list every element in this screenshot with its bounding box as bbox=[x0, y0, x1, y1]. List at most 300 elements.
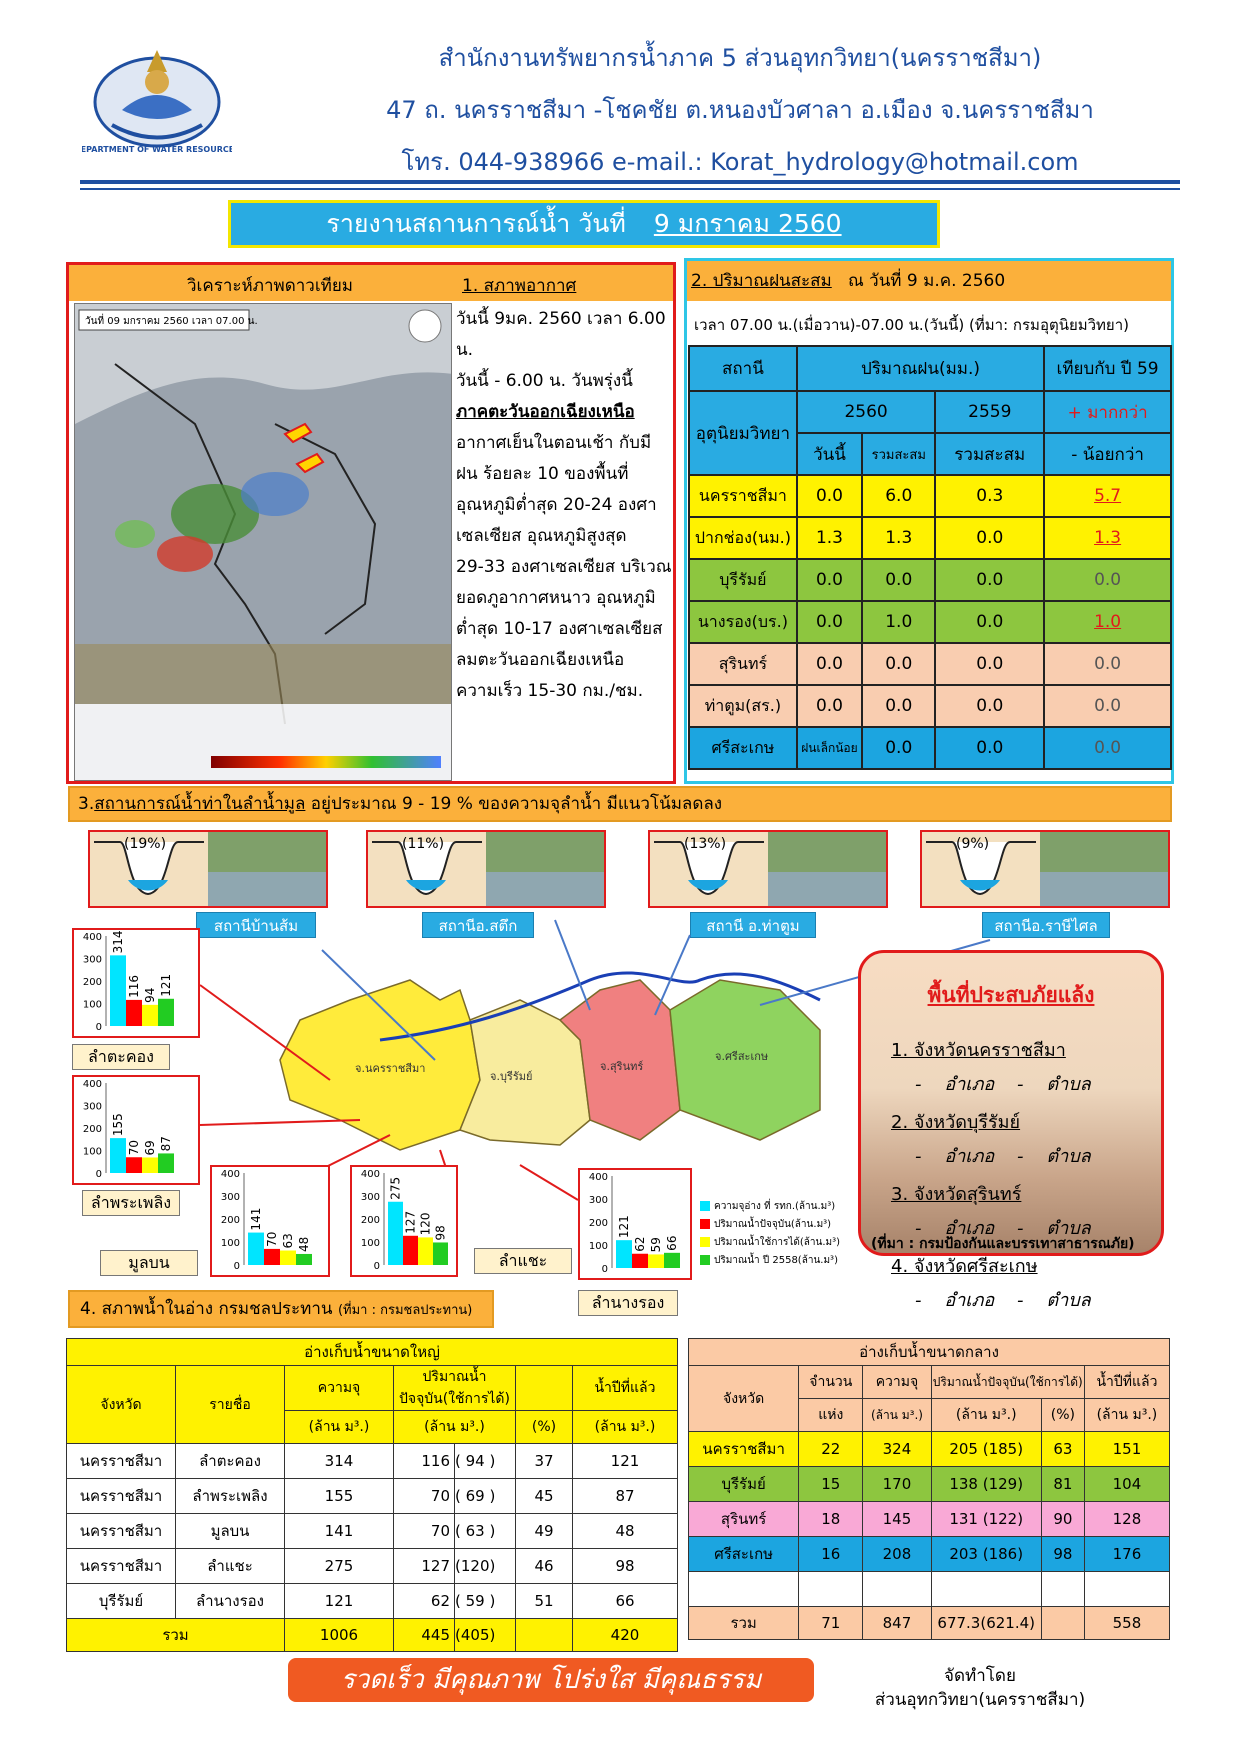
reservoir-row bbox=[689, 1537, 1170, 1572]
capacity: 324 bbox=[863, 1432, 931, 1467]
axis-tick: 300 bbox=[82, 954, 102, 966]
rainfall-subheading: เวลา 07.00 น.(เมื่อวาน)-07.00 น.(วันนี้) (ที่มา: กรมอุตุนิยมวิทยา) bbox=[694, 316, 1129, 334]
drought-subdistrict: - อำเภอ - ตำบล bbox=[915, 1290, 1091, 1311]
dam-name-tag: ลำตะคอง bbox=[72, 1044, 170, 1070]
dam-name: มูลบน bbox=[176, 1514, 285, 1549]
report-date: 9 มกราคม 2560 bbox=[653, 209, 842, 238]
rain-diff-value: 0.0 bbox=[1094, 570, 1122, 590]
col-capacity: ความจุ bbox=[285, 1366, 394, 1411]
capacity: 155 bbox=[285, 1479, 394, 1514]
map-label-korat: จ.นครราชสีมา bbox=[355, 1062, 426, 1075]
total-count: 71 bbox=[799, 1607, 863, 1640]
header-line-2: 47 ถ. นครราชสีมา -โชคชัย ต.หนองบัวศาลา อ.เมือง จ.นครราชสีมา bbox=[386, 96, 1094, 124]
current-volume: 131 (122) bbox=[931, 1502, 1041, 1537]
station-name: สุรินทร์ bbox=[689, 643, 797, 685]
total-usable: (405) bbox=[455, 1619, 516, 1652]
station-name: ท่าตูม(สร.) bbox=[689, 685, 797, 727]
last-year: 151 bbox=[1084, 1432, 1169, 1467]
rain-acc: 0.0 bbox=[862, 559, 935, 601]
svg-text:วันที่ 09 มกราคม 2560 เวลา 07.: วันที่ 09 มกราคม 2560 เวลา 07.00 น. bbox=[85, 316, 258, 327]
col-pct: (%) bbox=[516, 1411, 573, 1444]
total-percent bbox=[1041, 1607, 1084, 1640]
river-heading-prefix: 3. bbox=[78, 794, 95, 814]
axis-tick: 200 bbox=[82, 1124, 102, 1135]
drought-subdistrict: - อำเภอ - ตำบล bbox=[915, 1146, 1091, 1167]
current-volume: 138 (129) bbox=[931, 1467, 1041, 1502]
total-capacity: 1006 bbox=[285, 1619, 394, 1652]
dam-bar-label: 59 bbox=[649, 1237, 663, 1253]
current-volume: 116 bbox=[394, 1444, 455, 1479]
capacity: 145 bbox=[863, 1502, 931, 1537]
rain-acc: 0.0 bbox=[862, 727, 935, 769]
report-title: รายงานสถานการณ์น้ำ วันที่ bbox=[326, 209, 626, 238]
weather-line: 29-33 องศาเซลเซียส บริเวณ bbox=[456, 557, 672, 577]
col-current: ปริมาณน้ำปัจจุบัน(ใช้การได้) bbox=[394, 1366, 516, 1411]
percent: 49 bbox=[516, 1514, 573, 1549]
axis-tick: 300 bbox=[82, 1101, 102, 1113]
province: นครราชสีมา bbox=[689, 1432, 799, 1467]
unit: (ล้าน ม³.) bbox=[394, 1411, 516, 1444]
legend-item bbox=[700, 1234, 860, 1252]
reservoir-row bbox=[67, 1479, 678, 1514]
empty-cell bbox=[863, 1572, 931, 1607]
dam-bar-label: 94 bbox=[143, 987, 157, 1003]
axis-tick: 0 bbox=[95, 1169, 102, 1180]
reservoir-row bbox=[67, 1549, 678, 1584]
reservoir-total-row bbox=[67, 1619, 678, 1652]
made-by-label: จัดทำโดย bbox=[944, 1666, 1016, 1686]
legend-label: ปริมาณน้ำใช้การได้(ล้าน.ม³) bbox=[714, 1237, 841, 1248]
axis-tick: 200 bbox=[220, 1215, 240, 1226]
dam-chart bbox=[350, 1165, 458, 1277]
station-name: ศรีสะเกษ bbox=[689, 727, 797, 769]
axis-tick: 100 bbox=[220, 1238, 240, 1249]
weather-line: ความเร็ว 15-30 กม./ชม. bbox=[456, 681, 644, 701]
axis-tick: 200 bbox=[360, 1215, 380, 1226]
drought-title: พื้นที่ประสบภัยแล้ง bbox=[927, 983, 1095, 1007]
percent: 45 bbox=[516, 1479, 573, 1514]
rain-acc-prev: 0.0 bbox=[935, 559, 1044, 601]
dam-bar bbox=[158, 999, 174, 1026]
axis-tick: 100 bbox=[82, 999, 102, 1011]
axis-tick: 0 bbox=[601, 1264, 608, 1275]
dam-bar bbox=[264, 1249, 280, 1265]
dam-bar-label: 98 bbox=[433, 1225, 448, 1241]
rain-diff-value: 1.3 bbox=[1094, 528, 1122, 548]
map-label-buriram: จ.บุรีรัมย์ bbox=[490, 1070, 533, 1083]
weather-line: ยอดภูอากาศหนาว อุณหภูมิ bbox=[456, 588, 656, 608]
legend-item bbox=[700, 1252, 860, 1270]
axis-tick: 400 bbox=[220, 1169, 240, 1180]
drought-panel bbox=[858, 950, 1164, 1311]
col-station-2: อุตุนิยมวิทยา bbox=[689, 391, 797, 475]
usable-volume: ( 69 ) bbox=[455, 1479, 516, 1514]
province: บุรีรัมย์ bbox=[689, 1467, 799, 1502]
dam-bar-label: 116 bbox=[127, 974, 141, 998]
reservoir-row bbox=[689, 1467, 1170, 1502]
dam-bar-label: 62 bbox=[633, 1236, 647, 1252]
reservoir-heading-source: (ที่มา : กรมชลประทาน) bbox=[337, 1303, 473, 1318]
empty-cell bbox=[799, 1572, 863, 1607]
dam-name: ลำตะคอง bbox=[176, 1444, 285, 1479]
weather-line: วันนี้ 9มค. 2560 เวลา 6.00 น. bbox=[456, 309, 666, 360]
dam-bar bbox=[110, 955, 126, 1026]
province: นครราชสีมา bbox=[67, 1479, 176, 1514]
rain-acc: 1.3 bbox=[862, 517, 935, 559]
dam-bar bbox=[126, 1000, 142, 1026]
rain-today: 0.0 bbox=[797, 685, 862, 727]
total-capacity: 847 bbox=[863, 1607, 931, 1640]
total-current: 445 bbox=[394, 1619, 455, 1652]
reservoir-heading: 4. สภาพน้ำในอ่าง กรมชลประทาน bbox=[80, 1299, 333, 1319]
rain-today: 0.0 bbox=[797, 475, 862, 517]
header-line-1: สำนักงานทรัพยากรน้ำภาค 5 ส่วนอุทกวิทยา(นครราชสีมา) bbox=[438, 44, 1042, 72]
capacity: 121 bbox=[285, 1584, 394, 1619]
dam-bar bbox=[248, 1233, 264, 1265]
axis-tick: 0 bbox=[95, 1022, 102, 1033]
rain-today: 0.0 bbox=[797, 601, 862, 643]
percent: 37 bbox=[516, 1444, 573, 1479]
dam-bar bbox=[142, 1157, 158, 1173]
dam-bar-label: 69 bbox=[143, 1140, 157, 1156]
legend-swatch bbox=[700, 1219, 710, 1229]
dam-bar-label: 275 bbox=[388, 1176, 403, 1200]
weather-line: อุณหภูมิต่ำสุด 20-24 องศา bbox=[456, 495, 657, 515]
empty-cell bbox=[1084, 1572, 1169, 1607]
legend-label: ความจุอ่าง ที่ รทก.(ล้าน.ม³) bbox=[714, 1201, 836, 1212]
legend-more: + มากกว่า bbox=[1044, 391, 1171, 433]
dam-bar bbox=[142, 1005, 158, 1026]
axis-tick: 400 bbox=[82, 1079, 102, 1090]
count: 16 bbox=[799, 1537, 863, 1572]
dam-name-tag: ลำพระเพลิง bbox=[82, 1190, 180, 1216]
medium-title: อ่างเก็บน้ำขนาดกลาง bbox=[689, 1339, 1170, 1366]
unit: (ล้าน ม³.) bbox=[1084, 1399, 1169, 1432]
capacity: 314 bbox=[285, 1444, 394, 1479]
last-year: 98 bbox=[573, 1549, 678, 1584]
station-caption: สถานี อ.ท่าตูม bbox=[690, 912, 816, 938]
rainfall-date: ณ วันที่ 9 ม.ค. 2560 bbox=[847, 271, 1006, 291]
weather-line: ฝน ร้อยละ 10 ของพื้นที่ bbox=[456, 464, 629, 484]
dam-name: ลำพระเพลิง bbox=[176, 1479, 285, 1514]
drought-province: 3. จังหวัดสุรินทร์ bbox=[891, 1184, 1022, 1205]
station-name: นครราชสีมา bbox=[689, 475, 797, 517]
dam-bar-label: 155 bbox=[111, 1113, 125, 1137]
reservoir-row bbox=[67, 1444, 678, 1479]
total-last-year: 420 bbox=[573, 1619, 678, 1652]
usable-volume: ( 63 ) bbox=[455, 1514, 516, 1549]
rain-acc-prev: 0.0 bbox=[935, 643, 1044, 685]
station-percent: (19%) bbox=[124, 836, 167, 852]
drought-province: 4. จังหวัดศรีสะเกษ bbox=[891, 1256, 1038, 1277]
rain-acc-prev: 0.3 bbox=[935, 475, 1044, 517]
dam-bar bbox=[158, 1153, 174, 1173]
rain-acc: 0.0 bbox=[862, 643, 935, 685]
dam-bar-label: 63 bbox=[281, 1233, 295, 1249]
weather-line: อากาศเย็นในตอนเช้า กับมี bbox=[456, 433, 652, 453]
station-percent: (13%) bbox=[684, 836, 727, 852]
rain-acc: 6.0 bbox=[862, 475, 935, 517]
reservoir-row bbox=[67, 1514, 678, 1549]
col-acc: รวมสะสม bbox=[862, 433, 935, 475]
medium-reservoir-table bbox=[688, 1338, 1170, 1640]
station-name: บุรีรัมย์ bbox=[689, 559, 797, 601]
dam-chart bbox=[578, 1168, 692, 1280]
drought-subdistrict: - อำเภอ - ตำบล bbox=[915, 1074, 1091, 1095]
rain-acc-prev: 0.0 bbox=[935, 727, 1044, 769]
col-last-year: น้ำปีที่แล้ว bbox=[1084, 1366, 1169, 1399]
province: บุรีรัมย์ bbox=[67, 1584, 176, 1619]
header-line-3: โทร. 044-938966 e-mail.: Korat_hydrology@hotmail.com bbox=[401, 148, 1079, 176]
station-name: ปากช่อง(นม.) bbox=[689, 517, 797, 559]
percent: 90 bbox=[1041, 1502, 1084, 1537]
drought-source: (ที่มา : กรมป้องกันและบรรเทาสาธารณภัย) bbox=[871, 1236, 1135, 1252]
col-count-unit: แห่ง bbox=[799, 1399, 863, 1432]
empty-row bbox=[689, 1572, 1170, 1607]
dam-bar bbox=[388, 1202, 403, 1265]
rain-acc: 0.0 bbox=[862, 685, 935, 727]
col-capacity: ความจุ bbox=[863, 1366, 931, 1399]
axis-tick: 400 bbox=[360, 1169, 380, 1180]
rain-acc-prev: 0.0 bbox=[935, 517, 1044, 559]
legend-label: ปริมาณน้ำ ปี 2558(ล้าน.ม³) bbox=[714, 1255, 838, 1266]
station-name: นางรอง(บร.) bbox=[689, 601, 797, 643]
percent: 46 bbox=[516, 1549, 573, 1584]
unit: (ล้าน ม³.) bbox=[573, 1411, 678, 1444]
dam-name-tag: มูลบน bbox=[100, 1250, 198, 1276]
capacity: 170 bbox=[863, 1467, 931, 1502]
dam-bar bbox=[632, 1254, 648, 1268]
axis-tick: 100 bbox=[360, 1238, 380, 1249]
last-year: 176 bbox=[1084, 1537, 1169, 1572]
dam-bar-label: 66 bbox=[665, 1235, 679, 1251]
legend-item bbox=[700, 1198, 860, 1216]
large-title: อ่างเก็บน้ำขนาดใหญ่ bbox=[67, 1339, 678, 1366]
dam-name-tag: ลำแชะ bbox=[474, 1248, 572, 1274]
count: 15 bbox=[799, 1467, 863, 1502]
percent: 63 bbox=[1041, 1432, 1084, 1467]
dam-bar bbox=[648, 1254, 664, 1268]
empty-cell bbox=[931, 1572, 1041, 1607]
dam-chart bbox=[210, 1165, 330, 1277]
rain-today: ฝนเล็กน้อย bbox=[797, 727, 862, 769]
axis-tick: 400 bbox=[82, 932, 102, 943]
current-volume: 70 bbox=[394, 1514, 455, 1549]
rain-acc-prev: 0.0 bbox=[935, 601, 1044, 643]
col-province: จังหวัด bbox=[689, 1366, 799, 1432]
unit: (ล้าน ม³.) bbox=[863, 1399, 931, 1432]
province: นครราชสีมา bbox=[67, 1514, 176, 1549]
reservoir-total-row bbox=[689, 1607, 1170, 1640]
dam-chart bbox=[72, 1075, 200, 1185]
col-province: จังหวัด bbox=[67, 1366, 176, 1444]
usable-volume: (120) bbox=[455, 1549, 516, 1584]
dam-bar-label: 70 bbox=[265, 1231, 279, 1247]
rain-today: 0.0 bbox=[797, 643, 862, 685]
col-amount: ปริมาณฝน(มม.) bbox=[797, 346, 1044, 391]
dam-bar-label: 121 bbox=[617, 1215, 631, 1239]
total-label: รวม bbox=[689, 1607, 799, 1640]
col-current: ปริมาณน้ำปัจจุบัน(ใช้การได้) bbox=[931, 1366, 1084, 1399]
dam-name-tag: ลำนางรอง bbox=[578, 1290, 678, 1316]
map-label-surin: จ.สุรินทร์ bbox=[600, 1060, 644, 1073]
unit: (ล้าน ม³.) bbox=[285, 1411, 394, 1444]
dam-bar bbox=[418, 1237, 433, 1265]
col-pct-blank bbox=[516, 1366, 573, 1411]
percent: 81 bbox=[1041, 1467, 1084, 1502]
total-percent bbox=[516, 1619, 573, 1652]
drought-province: 2. จังหวัดบุรีรัมย์ bbox=[891, 1112, 1021, 1133]
col-count: จำนวน bbox=[799, 1366, 863, 1399]
percent: 51 bbox=[516, 1584, 573, 1619]
col-year-2: 2559 bbox=[935, 391, 1044, 433]
dam-bar-label: 48 bbox=[297, 1236, 311, 1252]
legend-less: - น้อยกว่า bbox=[1044, 433, 1171, 475]
rain-diff-value: 0.0 bbox=[1094, 696, 1122, 716]
dam-bar bbox=[110, 1138, 126, 1173]
rain-today: 1.3 bbox=[797, 517, 862, 559]
col-pct: (%) bbox=[1041, 1399, 1084, 1432]
weather-line: ภาคตะวันออกเฉียงเหนือ bbox=[456, 402, 635, 422]
axis-tick: 400 bbox=[588, 1172, 608, 1183]
weather-heading: 1. สภาพอากาศ bbox=[462, 276, 577, 296]
usable-volume: ( 94 ) bbox=[455, 1444, 516, 1479]
legend-swatch bbox=[700, 1201, 710, 1211]
legend-swatch bbox=[700, 1237, 710, 1247]
credits bbox=[850, 1664, 1110, 1712]
rain-diff-value: 0.0 bbox=[1094, 738, 1122, 758]
station-percent: (9%) bbox=[956, 836, 990, 852]
river-heading-underlined: สถานการณ์น้ำท่าในลำน้ำมูล bbox=[94, 794, 306, 814]
drought-subdistrict: - อำเภอ - ตำบล bbox=[915, 1218, 1091, 1239]
river-heading-rest: อยู่ประมาณ 9 - 19 % ของความจุลำน้ำ มีแนวโน้มลดลง bbox=[305, 794, 723, 814]
dam-bar bbox=[616, 1240, 632, 1268]
reservoir-row bbox=[689, 1502, 1170, 1537]
rain-acc-prev: 0.0 bbox=[935, 685, 1044, 727]
dam-bar-label: 120 bbox=[418, 1212, 433, 1236]
rain-diff-value: 5.7 bbox=[1094, 486, 1122, 506]
last-year: 87 bbox=[573, 1479, 678, 1514]
axis-tick: 200 bbox=[588, 1218, 608, 1229]
weather-line: ต่ำสุด 10-17 องศาเซลเซียส bbox=[456, 619, 663, 639]
col-today: วันนี้ bbox=[797, 433, 862, 475]
station-caption: สถานีบ้านส้ม bbox=[196, 912, 316, 938]
col-acc-prev: รวมสะสม bbox=[935, 433, 1044, 475]
last-year: 128 bbox=[1084, 1502, 1169, 1537]
col-last-year: น้ำปีที่แล้ว bbox=[573, 1366, 678, 1411]
current-volume: 70 bbox=[394, 1479, 455, 1514]
percent: 98 bbox=[1041, 1537, 1084, 1572]
dam-bar bbox=[664, 1253, 680, 1268]
count: 22 bbox=[799, 1432, 863, 1467]
empty-cell bbox=[689, 1572, 799, 1607]
axis-tick: 0 bbox=[233, 1261, 240, 1272]
col-year-1: 2560 bbox=[797, 391, 936, 433]
count: 18 bbox=[799, 1502, 863, 1537]
axis-tick: 100 bbox=[82, 1146, 102, 1158]
reservoir-row bbox=[689, 1432, 1170, 1467]
dam-bar-label: 314 bbox=[111, 930, 125, 954]
unit: (ล้าน ม³.) bbox=[931, 1399, 1041, 1432]
province: สุรินทร์ bbox=[689, 1502, 799, 1537]
last-year: 48 bbox=[573, 1514, 678, 1549]
rain-today: 0.0 bbox=[797, 559, 862, 601]
empty-cell bbox=[1041, 1572, 1084, 1607]
legend-label: ปริมาณน้ำปัจจุบัน(ล้าน.ม³) bbox=[714, 1219, 832, 1230]
made-by-unit: ส่วนอุทกวิทยา(นครราชสีมา) bbox=[874, 1690, 1086, 1710]
rain-diff-value: 0.0 bbox=[1094, 654, 1122, 674]
total-last-year: 558 bbox=[1084, 1607, 1169, 1640]
slogan-banner: รวดเร็ว มีคุณภาพ โปร่งใส มีคุณธรรม bbox=[288, 1658, 814, 1702]
rain-diff-value: 1.0 bbox=[1094, 612, 1122, 632]
dam-bar bbox=[433, 1242, 448, 1265]
legend-swatch bbox=[700, 1255, 710, 1265]
capacity: 275 bbox=[285, 1549, 394, 1584]
legend-item bbox=[700, 1216, 860, 1234]
svg-text:DEPARTMENT OF WATER RESOURCES: DEPARTMENT OF WATER RESOURCES bbox=[82, 145, 232, 154]
dam-bar bbox=[280, 1251, 296, 1265]
dam-bar-label: 70 bbox=[127, 1139, 141, 1156]
dam-name: ลำแชะ bbox=[176, 1549, 285, 1584]
station-caption: สถานีอ.ราษีไศล bbox=[982, 912, 1110, 938]
axis-tick: 300 bbox=[588, 1195, 608, 1206]
province: นครราชสีมา bbox=[67, 1444, 176, 1479]
large-reservoir-table bbox=[66, 1338, 678, 1652]
current-volume: 127 bbox=[394, 1549, 455, 1584]
col-name: รายชื่อ bbox=[176, 1366, 285, 1444]
dam-bar-label: 121 bbox=[159, 973, 173, 997]
weather-line: ลมตะวันออกเฉียงเหนือ bbox=[456, 650, 625, 670]
map-label-sisaket: จ.ศรีสะเกษ bbox=[715, 1050, 769, 1063]
usable-volume: ( 59 ) bbox=[455, 1584, 516, 1619]
dam-bar bbox=[126, 1157, 142, 1173]
col-compare: เทียบกับ ปี 59 bbox=[1044, 346, 1171, 391]
dam-name: ลำนางรอง bbox=[176, 1584, 285, 1619]
province: นครราชสีมา bbox=[67, 1549, 176, 1584]
dam-bar bbox=[296, 1254, 312, 1265]
satellite-heading: วิเคราะห์ภาพดาวเทียม bbox=[187, 276, 354, 296]
weather-line: เซลเซียส อุณหภูมิสูงสุด bbox=[456, 526, 627, 546]
last-year: 66 bbox=[573, 1584, 678, 1619]
dam-bar-label: 141 bbox=[249, 1207, 263, 1231]
total-label: รวม bbox=[67, 1619, 285, 1652]
province: ศรีสะเกษ bbox=[689, 1537, 799, 1572]
dam-bar bbox=[403, 1236, 418, 1265]
axis-tick: 0 bbox=[373, 1261, 380, 1272]
station-percent: (11%) bbox=[402, 836, 445, 852]
reservoir-row bbox=[67, 1584, 678, 1619]
total-current: 677.3(621.4) bbox=[931, 1607, 1041, 1640]
dam-bar-label: 87 bbox=[159, 1136, 173, 1152]
reservoir-heading-bar bbox=[68, 1290, 494, 1328]
axis-tick: 100 bbox=[588, 1241, 608, 1252]
drought-province: 1. จังหวัดนครราชสีมา bbox=[891, 1040, 1066, 1061]
last-year: 121 bbox=[573, 1444, 678, 1479]
axis-tick: 300 bbox=[220, 1192, 240, 1203]
current-volume: 205 (185) bbox=[931, 1432, 1041, 1467]
axis-tick: 200 bbox=[82, 977, 102, 988]
col-station: สถานี bbox=[689, 346, 797, 391]
capacity: 141 bbox=[285, 1514, 394, 1549]
station-caption: สถานีอ.สตึก bbox=[422, 912, 534, 938]
dam-bar-label: 127 bbox=[403, 1210, 418, 1234]
chart-legend bbox=[700, 1198, 860, 1270]
rain-acc: 1.0 bbox=[862, 601, 935, 643]
dam-chart bbox=[72, 928, 200, 1038]
weather-line: วันนี้ - 6.00 น. วันพรุ่งนี้ bbox=[456, 371, 633, 391]
current-volume: 203 (186) bbox=[931, 1537, 1041, 1572]
axis-tick: 300 bbox=[360, 1192, 380, 1203]
